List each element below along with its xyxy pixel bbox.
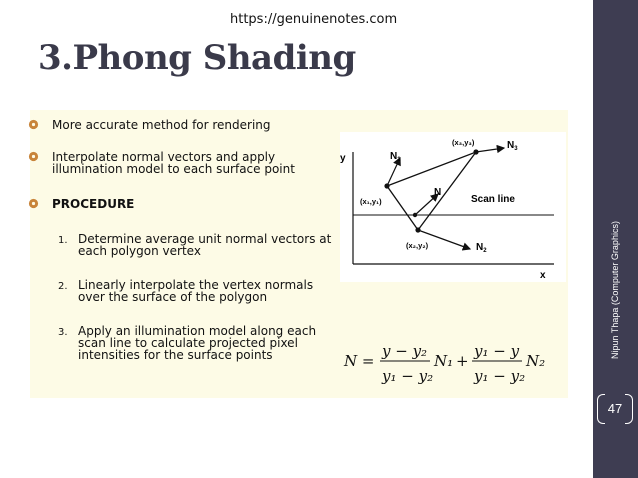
step-line: each polygon vertex [78, 244, 201, 258]
step-line: Linearly interpolate the vertex normals [78, 278, 314, 292]
normal-n3 [476, 148, 504, 152]
x-axis-label: x [540, 270, 546, 281]
bullet-text [52, 151, 295, 175]
formula-num2: y₁ − y [474, 342, 520, 360]
author-label: Nipun Thapa (Computer Graphics) [610, 221, 620, 359]
formula-num1: y − y₂ [382, 342, 428, 360]
formula-plus: + [456, 352, 469, 370]
interpolation-formula [342, 336, 558, 386]
label-n: N [434, 187, 442, 198]
step-line: intensities for the surface points [78, 348, 273, 362]
step-line: scan line to calculate projected pixel [78, 336, 298, 350]
step-text [78, 325, 316, 361]
step-line: over the surface of the polygon [78, 290, 268, 304]
step-text [78, 279, 313, 303]
bullet-icon [28, 198, 39, 209]
bullet-line: illumination model to each surface point [52, 162, 295, 176]
bullet-icon [28, 119, 39, 130]
formula-den2: y₁ − y₂ [474, 367, 526, 385]
formula-den1: y₁ − y₂ [382, 367, 434, 385]
bullet-icon [28, 151, 39, 162]
procedure-heading [52, 198, 134, 210]
step-number: 2. [58, 281, 68, 292]
bullet-line: Interpolate normal vectors and apply [52, 150, 276, 164]
phong-diagram [340, 132, 566, 282]
page-number-badge [594, 394, 636, 424]
bullet-line: More accurate method for rendering [52, 118, 271, 132]
label-p2: (x₂,y₂) [406, 241, 429, 250]
label-n1: $N_1$ [390, 151, 401, 163]
label-p3: (x₃,y₃) [452, 138, 475, 147]
step-line: Apply an illumination model along each [78, 324, 317, 338]
page-number: 47 [607, 401, 623, 416]
y-axis-label: y [340, 153, 346, 164]
step-number: 1. [58, 235, 68, 246]
bullet-line: PROCEDURE [52, 197, 135, 211]
formula-n2: N₂ [526, 352, 546, 370]
formula-n1: N₁ [434, 352, 454, 370]
step-line: Determine average unit normal vectors at [78, 232, 332, 246]
step-text [78, 233, 331, 257]
bullet-text [52, 119, 271, 131]
step-number: 3. [58, 327, 68, 338]
polygon [387, 152, 476, 230]
formula-lhs: N = [344, 352, 375, 370]
source-url: https://genuinenotes.com [230, 12, 398, 27]
label-p1: (x₁,y₁) [360, 197, 382, 206]
slide-title: 3.Phong Shading [38, 38, 356, 78]
label-n2: $N_2$ [476, 242, 487, 254]
label-scan-line: Scan line [471, 194, 515, 205]
label-n3: $N_3$ [507, 140, 518, 152]
